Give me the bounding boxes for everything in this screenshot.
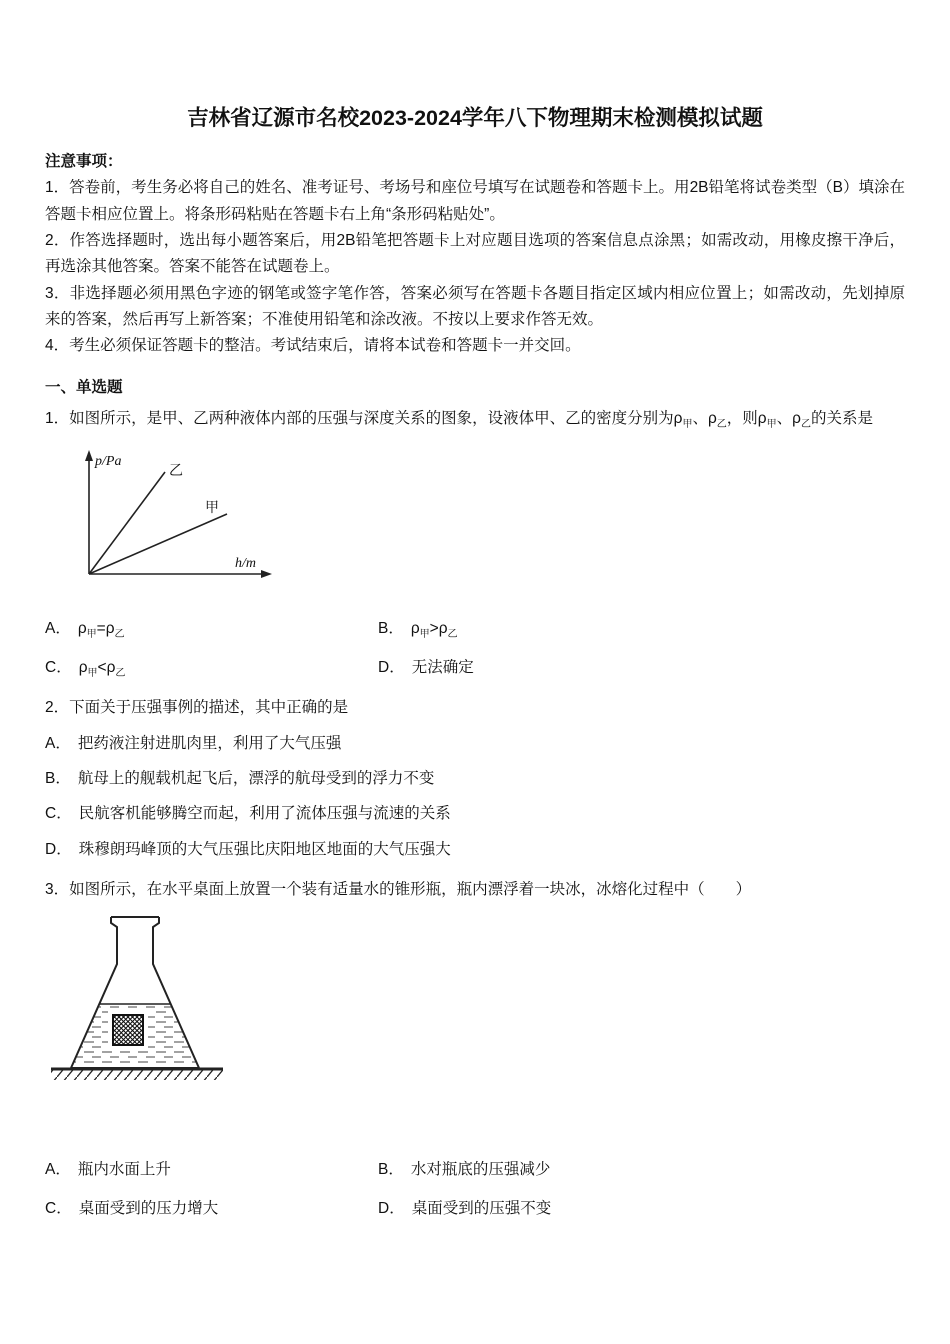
q2-option-a: A． 把药液注射进肌肉里，利用了大气压强 <box>45 734 342 752</box>
pressure-depth-graph <box>59 444 294 586</box>
y-axis-arrow-icon <box>85 450 93 461</box>
q2-stem: 2．下面关于压强事例的描述，其中正确的是 <box>45 699 349 717</box>
notice-heading: 注意事项： <box>45 152 123 170</box>
line-yi <box>89 472 165 574</box>
notice-item-3: 3．非选择题必须用黑色字迹的钢笔或签字笔作答，答案必须写在答题卡各题目指定区域内相应位置上；如需改动，先划掉原来的答案，然后再写上新答案；不准使用铅笔和涂改液。不按以上要求作答无效。 <box>45 284 905 328</box>
q3-stem: 3．如图所示，在水平桌面上放置一个装有适量水的锥形瓶，瓶内漂浮着一块冰，冰熔化过程中（ ） <box>45 881 752 899</box>
q1-stem-text: 1．如图所示，是甲、乙两种液体内部的压强与深度关系的图象，设液体甲、乙的密度分别为ρ <box>45 410 683 428</box>
line-jia <box>89 514 227 574</box>
q2-block <box>45 695 905 863</box>
line-yi-label: 乙 <box>169 462 183 479</box>
q1-stem: 1．如图所示，是甲、乙两种液体内部的压强与深度关系的图象，设液体甲、乙的密度分别为$\rho_甲$、$\rho_乙$，则$\rho_甲$、$\rho_乙$的关系是 <box>45 410 873 431</box>
q3-option-a: A． 瓶内水面上升 <box>45 1160 171 1178</box>
q1-option-a: A． $\rho_甲=\rho_乙$ <box>45 619 125 640</box>
x-axis-arrow-icon <box>261 570 272 578</box>
q3-option-b: B． 水对瓶底的压强减少 <box>378 1160 551 1178</box>
q2-option-b: B． 航母上的舰载机起飞后，漂浮的航母受到的浮力不变 <box>45 770 435 788</box>
q3-figure <box>47 909 905 1090</box>
q1-figure <box>59 444 905 595</box>
section-heading-single-choice: 一、单选题 <box>45 378 123 396</box>
q2-option-c: C． 民航客机能够腾空而起，利用了流体压强与流速的关系 <box>45 805 451 823</box>
q3-block <box>45 877 905 1222</box>
notice-item-4: 4．考生必须保证答题卡的整洁。考试结束后，请将本试卷和答题卡一并交回。 <box>45 337 581 355</box>
q3-option-d: D． 桌面受到的压强不变 <box>378 1200 552 1218</box>
q1-option-b: B． $\rho_甲>\rho_乙$ <box>378 619 458 640</box>
page-title: 吉林省辽源市名校2023-2024学年八下物理期末检测模拟试题 <box>187 106 763 130</box>
line-jia-label: 甲 <box>205 499 219 516</box>
q1-options <box>45 616 905 682</box>
q3-options <box>45 1157 905 1223</box>
q2-option-d: D． 珠穆朗玛峰顶的大气压强比庆阳地区地面的大气压强大 <box>45 840 451 858</box>
q1-sub-jia: 甲 <box>682 419 693 431</box>
ice-cube <box>113 1015 143 1045</box>
q1-sub-yi: 乙 <box>716 419 727 431</box>
notice-item-2: 2．作答选择题时，选出每小题答案后，用2B铅笔把答题卡上对应题目选项的答案信息点涂黑；如需改动，用橡皮擦干净后，再选涂其他答案。答案不能答在试题卷上。 <box>45 231 905 276</box>
q3-option-c: C． 桌面受到的压力增大 <box>45 1200 219 1218</box>
y-axis-label: p/Pa <box>95 454 122 470</box>
x-axis-label: h/m <box>235 556 256 572</box>
q1-option-c: C． $\rho_甲<\rho_乙$ <box>45 659 126 680</box>
flask-figure <box>47 909 257 1081</box>
table-hatching <box>51 1070 223 1080</box>
notice-item-1: 1．答卷前，考生务必将自己的姓名、准考证号、考场号和座位号填写在试题卷和答题卡上。用2B铅笔将试卷类型（B）填涂在答题卡相应位置上。将条形码粘贴在答题卡右上角“条形码粘贴处”。 <box>45 179 905 223</box>
q1-option-d: D． 无法确定 <box>378 659 474 677</box>
